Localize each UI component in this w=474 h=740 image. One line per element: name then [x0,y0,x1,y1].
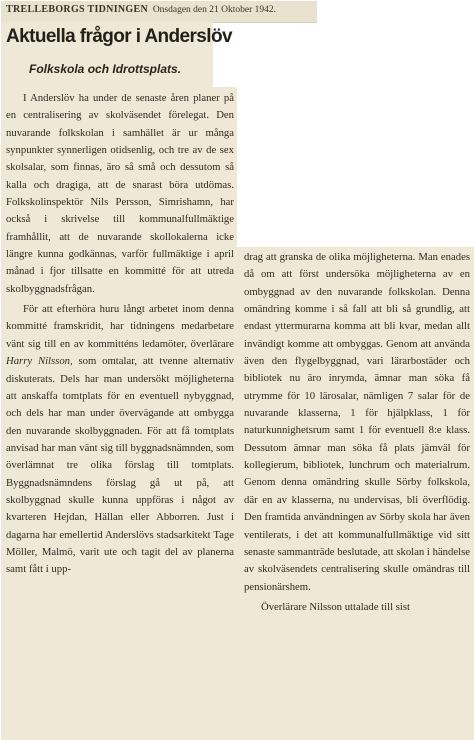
paragraph-text: För att efterhöra huru långt arbetet inom denna kommitté framskridit, har tidningens medarbetare vänt sig till en av kommitténs ledamöter, överlärare [6,303,234,350]
publication-date: Onsdagen den 21 Oktober 1942. [152,5,277,15]
article-paragraph: I Anderslöv ha under de senaste åren planer på en centralisering av skolväsendet förelegat. Den nuvarande folkskolan i samhället är ur många synpunkter synnerligen otidsenlig, och tre av de sex skolsalar, som finnas, äro så små och dessutom så kalla och dragiga, att de snarast böra utdömas. Folkskolinspektör Nils Persson, Simrishamn, har också i skrivelse till kommunalfullmäktige framhållit, att de nuvarande skollokalerna icke längre kunna godkännas, varför fullmäktige i april månad i fjor tillsatte en kommitté för att utreda skolbyggnadsfrågan. [6,92,234,295]
article-paragraph: drag att granska de olika möjligheterna. Man enades då om att först undersöka möjligheterna av en ombyggnad av den nuvarande folkskolan. Denna omändring komme i så fall att bli så grundlig, att endast yttermurarna komma att bli kvar, medan allt invändigt komme att ombyggas. Genom att använda även den flygelbyggnad, vari lärarbostäder och bibliotek nu äro inrymda, ämnar man söka få utrymme för 10 lärosalar, nämligen 7 salar för de nuvarande klasserna, 1 för hjälpklass, 1 för naturkunnighetsrum samt 1 för eventuell 8:e klass. Dessutom ämnar man söka få plats jämväl för kollegierum, bibliotek, lunchrum och materialrum. Genom denna omändring skulle Sörby folkskola, där en av klasserna, nu undervisas, bli överflödig. Den framtida användningen av Sörby skola har även ventilerats, i det att kommunalfullmäktige vid sitt senaste sammanträde beslutade, att skolan i händelse av skolväsendets centralisering skulle omändras till pensionärshem. [244,251,470,593]
article-subheadline: Folkskola och Idrottsplats. [29,62,182,76]
article-headline: Aktuella frågor i Anderslöv [6,26,232,47]
article-paragraph: Överlärare Nilsson uttalade till sist [261,600,410,613]
article-column-left [6,90,234,579]
article-column-right [244,249,470,616]
newspaper-name: TRELLEBORGS TIDNINGEN [6,4,148,15]
paragraph-text: som omtalar, att tvenne alternativ diskuterats. Dels har man undersökt möjligheterna att anskaffa tomtplats för en eventuell nybyggnad, och dels har man under övervägande att ombygga den nuvarande skolbyggnaden. För att få tomtplats anvisad har man vänt sig till byggnadsnämnden, som överlämnat tre olika förslag till tomtplats. Byggnadsnämndens förslag gå ut på, att skolbyggnad skulle kunna uppföras i något av kvarteren Hejdan, Hällan eller Abborren. Just i dagarna har emellertid Anderslövs stadsarkitekt Tage Möller, Malmö, varit ute och tagit del av planerna samt fått i upp- [6,355,235,576]
article-paragraph [6,301,234,579]
interviewee-name: Harry Nilsson, [6,355,73,368]
newspaper-masthead [6,4,314,15]
